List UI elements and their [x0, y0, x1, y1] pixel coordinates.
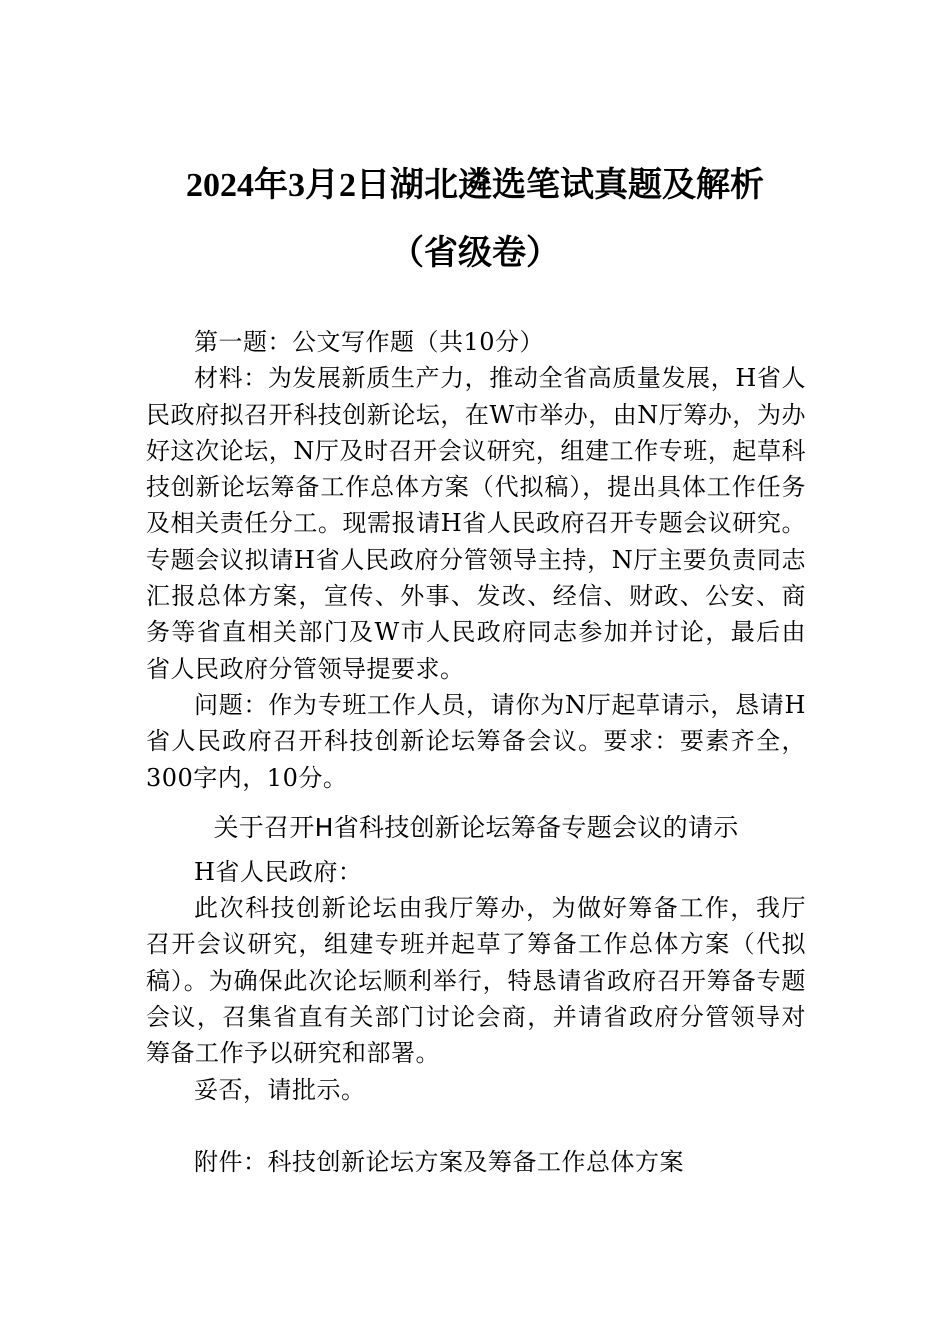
answer-body-paragraph: 此次科技创新论坛由我厅筹办，为做好筹备工作，我厅召开会议研究，组建专班并起草了筹备工作总体方案（代拟稿）。为确保此次论坛顺利举行，特恳请省政府召开筹备专题会议，召集省直有关部门讨论会商，并请省政府分管领导对筹备工作予以研究和部署。	[146, 894, 806, 1068]
attachment-line: 附件：科技创新论坛方案及筹备工作总体方案	[194, 1147, 684, 1176]
question-header: 第一题：公文写作题（共10分）	[194, 328, 545, 356]
blank-line	[146, 1108, 806, 1144]
document-title: 2024年3月2日湖北遴选笔试真题及解析	[186, 167, 764, 204]
document-subtitle: （省级卷）	[390, 235, 560, 272]
answer-title: 关于召开H省科技创新论坛筹备专题会议的请示	[213, 812, 739, 842]
salutation: H省人民政府：	[194, 857, 363, 886]
question-paragraph: 问题：作为专班工作人员，请你为N厅起草请示，恳请H省人民政府召开科技创新论坛筹备会议。要求：要素齐全，300字内，10分。	[146, 690, 806, 792]
material-paragraph: 材料：为发展新质生产力，推动全省高质量发展，H省人民政府拟召开科技创新论坛，在W市举办，由N厅筹办，为办好这次论坛，N厅及时召开会议研究，组建工作专班，起草科技创新论坛筹备工作总体方案（代拟稿），提出具体工作任务及相关责任分工。现需报请H省人民政府召开专题会议研究。专题会议拟请H省人民政府分管领导主持，N厅主要负责同志汇报总体方案，宣传、外事、发改、经信、财政、公安、商务等省直相关部门及W市人民政府同志参加并讨论，最后由省人民政府分管领导提要求。	[146, 364, 806, 683]
document-body	[146, 324, 806, 1180]
closing-line: 妥否，请批示。	[194, 1075, 366, 1104]
